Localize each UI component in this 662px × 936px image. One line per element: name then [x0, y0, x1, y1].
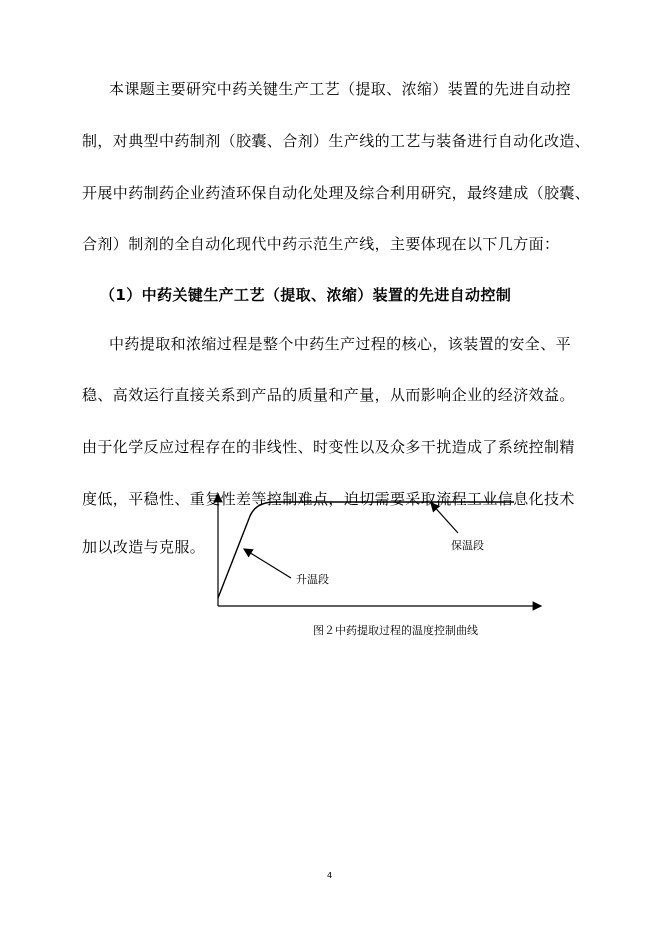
paragraph1-line-1: 本课题主要研究中药关键生产工艺（提取、浓缩）装置的先进自动控 — [109, 80, 572, 98]
page-number: 4 — [327, 871, 333, 880]
paragraph2-line-1: 中药提取和浓缩过程是整个中药生产过程的核心，该装置的安全、平 — [109, 335, 572, 353]
paragraph1-line-4: 合剂）制剂的全自动化现代中药示范生产线，主要体现在以下几方面： — [82, 235, 560, 253]
paragraph2-line-5: 加以改造与克服。 — [82, 538, 206, 556]
paragraph2-line-2: 稳、高效运行直接关系到产品的质量和产量，从而影响企业的经济效益。 — [82, 386, 575, 404]
paragraph1-line-3: 开展中药制药企业药渣环保自动化处理及综合利用研究，最终建成（胶囊、 — [82, 184, 591, 202]
heating-section-label: 升温段 — [296, 573, 329, 586]
paragraph1-line-2: 制，对典型中药制剂（胶囊、合剂）生产线的工艺与装备进行自动化改造、 — [82, 132, 591, 150]
paragraph2-line-4: 度低，平稳性、重复性差等控制难点，迫切需要采取流程工业信息化技术 — [82, 490, 575, 508]
figure-caption: 图２中药提取过程的温度控制曲线 — [313, 624, 478, 637]
heating-pointer-arrow — [244, 549, 291, 578]
holding-section-label: 保温段 — [451, 539, 484, 552]
section-heading: （1）中药关键生产工艺（提取、浓缩）装置的先进自动控制 — [100, 286, 512, 304]
holding-pointer-arrow — [431, 503, 458, 533]
paragraph2-line-3: 由于化学反应过程存在的非线性、时变性以及众多干扰造成了系统控制精 — [82, 438, 575, 456]
